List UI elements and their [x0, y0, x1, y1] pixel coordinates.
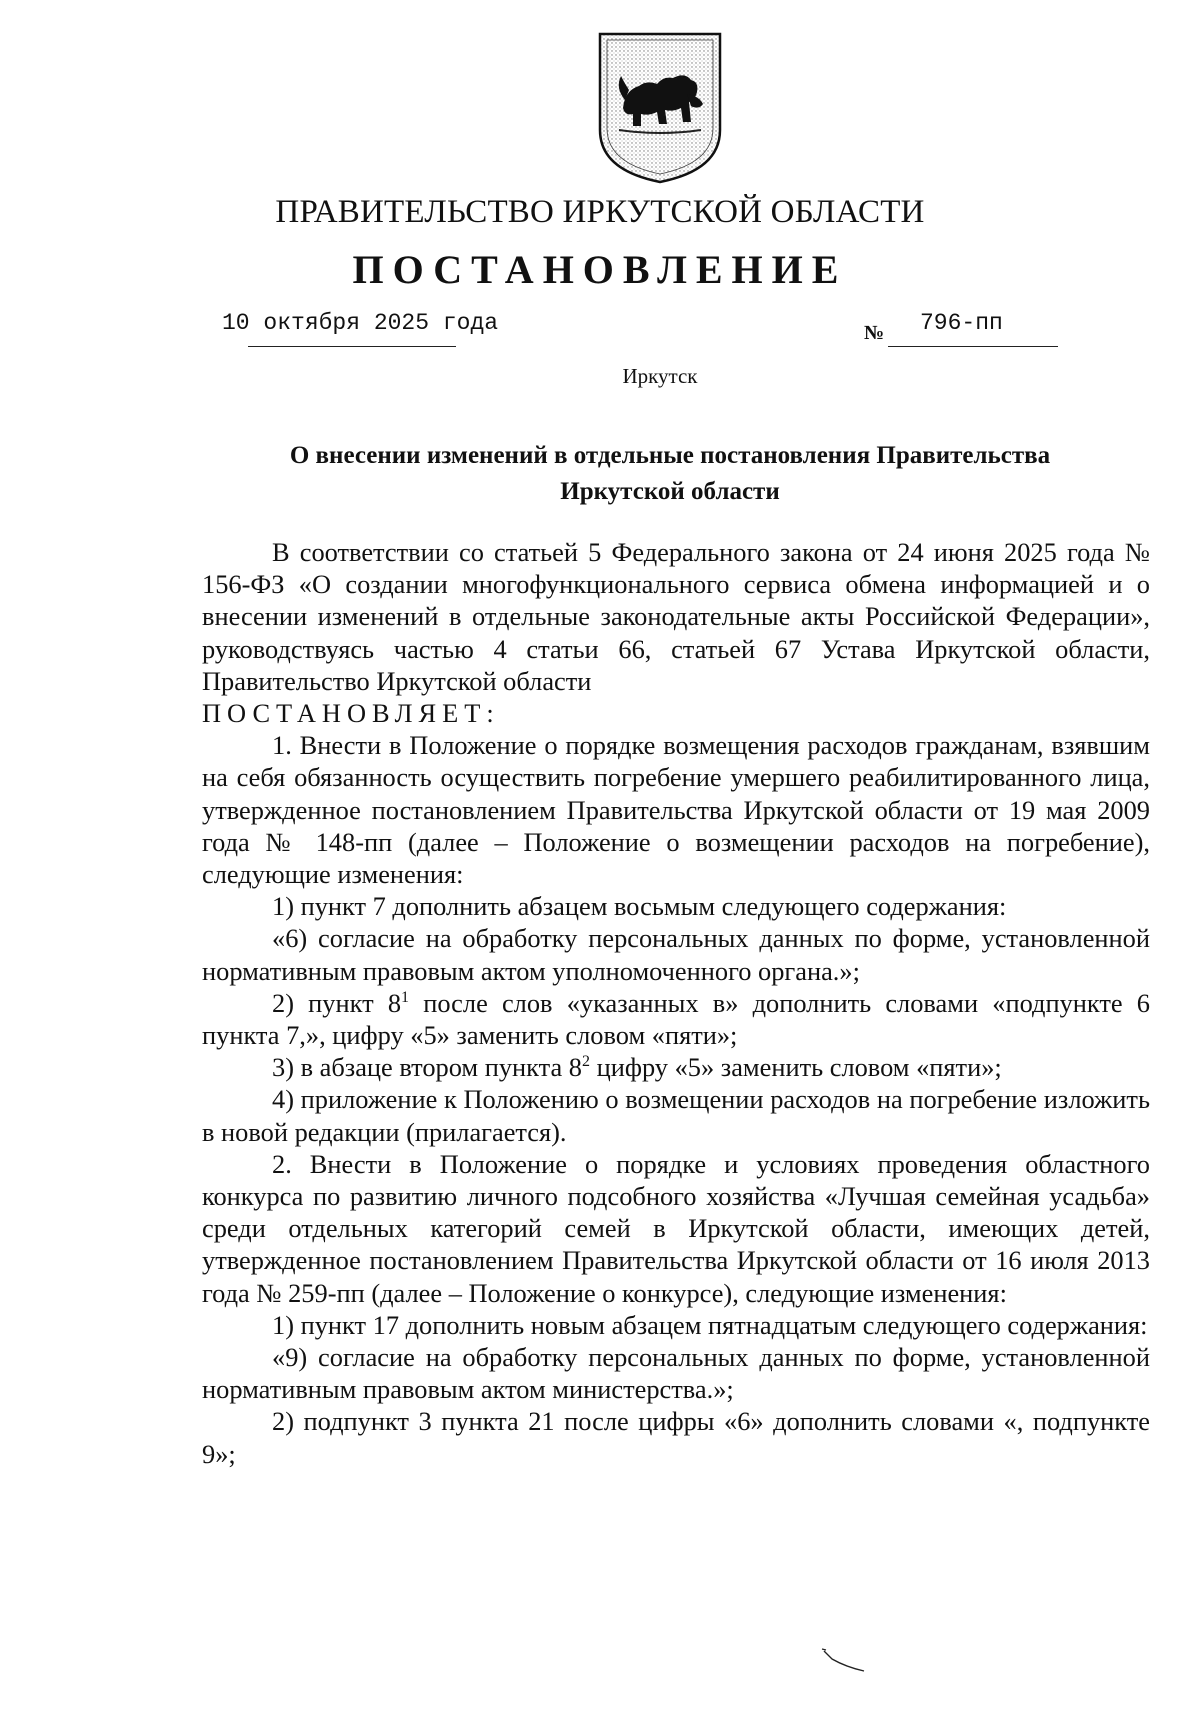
document-type: ПОСТАНОВЛЕНИЕ [352, 247, 848, 292]
item-1-1-paragraph: 1) пункт 7 дополнить абзацем восьмым следующего содержания: [272, 891, 1007, 922]
document-title: О внесении изменений в отдельные постановления Правительства Иркутской области [289, 442, 1051, 505]
document-body [202, 536, 1150, 1470]
item-1-3-text-a: 3) в абзаце втором пункта 8 [272, 1052, 582, 1083]
item-1-1-quote: «6) согласие на обработку персональных данных по форме, установленной нормативным правовым актом уполномоченного органа.»; [202, 923, 1150, 986]
government-name: ПРАВИТЕЛЬСТВО ИРКУТСКОЙ ОБЛАСТИ [275, 194, 925, 230]
item-1-4-paragraph: 4) приложение к Положению о возмещении расходов на погребение изложить в новой редакции (прилагается). [202, 1084, 1150, 1147]
item-2-1-quote: «9) согласие на обработку персональных данных по форме, установленной нормативным правовым актом министерства.»; [202, 1342, 1150, 1405]
coat-of-arms-emblem [595, 30, 725, 185]
resolves-heading: ПОСТАНОВЛЯЕТ: [202, 698, 500, 729]
item-1-paragraph: 1. Внести в Положение о порядке возмещения расходов гражданам, взявшим на себя обязанность осуществить погребение умершего реабилитированного лица, утвержденное постановлением Правительства Иркутской области от 19 мая 2009 года № 148-пп (далее – Положение о возмещении расходов на погребение), следующие изменения: [202, 730, 1150, 890]
number-underline [888, 346, 1058, 347]
item-1-2-paragraph [202, 987, 1150, 1051]
city-name: Иркутск [622, 364, 698, 388]
item-1-2-text-b: после слов «указанных в» дополнить словами «подпункте 6 пункта 7,», цифру «5» заменить словом «пяти»; [202, 987, 1150, 1051]
item-1-2-superscript: 1 [401, 988, 410, 1006]
number-sign: № [864, 322, 885, 344]
item-2-1-paragraph: 1) пункт 17 дополнить новым абзацем пятнадцатым следующего содержания: [272, 1309, 1148, 1340]
handwritten-mark [820, 1645, 880, 1675]
item-2-2-paragraph: 2) подпункт 3 пункта 21 после цифры «6» дополнить словами «, подпункте 9»; [202, 1406, 1150, 1469]
item-1-3-text-b: цифру «5» заменить словом «пяти»; [590, 1052, 1002, 1083]
item-1-3-superscript: 2 [582, 1053, 590, 1071]
item-2-paragraph: 2. Внести в Положение о порядке и условиях проведения областного конкурса по развитию личного подсобного хозяйства «Лучшая семейная усадьба» среди отдельных категорий семей в Иркутской области, имеющих детей, утвержденное постановлением Правительства Иркутской области от 16 июля 2013 года № 259-пп (далее – Положение о конкурсе), следующие изменения: [202, 1148, 1150, 1308]
preamble-paragraph: В соответствии со статьей 5 Федерального закона от 24 июня 2025 года № 156-ФЗ «О создании многофункционального сервиса обмена информацией и о внесении изменений в отдельные законодательные акты Российской Федерации», руководствуясь частью 4 статьи 66, статьей 67 Устава Иркутской области, Правительство Иркутской области [202, 537, 1150, 696]
date-underline [248, 346, 456, 347]
item-1-2-text-a: 2) пункт 8 [272, 987, 402, 1018]
item-1-3-paragraph [202, 1051, 1150, 1083]
document-number: 796-пп [920, 310, 1003, 336]
document-date: 10 октября 2025 года [222, 310, 499, 336]
